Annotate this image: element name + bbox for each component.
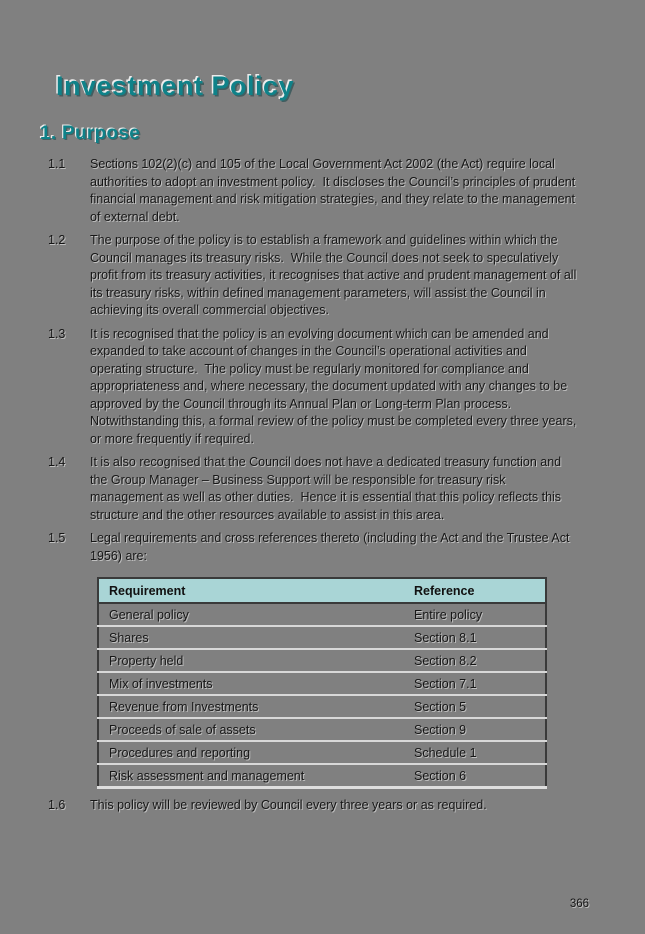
- paragraph-1-1: [40, 156, 595, 226]
- requirement-cell: Procedures and reporting: [98, 741, 404, 764]
- reference-cell: Section 8.1: [404, 626, 546, 649]
- paragraph-1-5: [40, 530, 595, 565]
- table-row: [98, 626, 546, 649]
- paragraph-text: It is also recognised that the Council does not have a dedicated treasury function and the Group Manager – Business Support will be responsible for treasury risk management as well as other duties. Hence it is essential that this policy reflects this structure and the other resources available to assist in this area.: [90, 455, 565, 522]
- paragraph-number: 1.2: [48, 233, 66, 247]
- requirement-cell: General policy: [98, 603, 404, 626]
- requirement-cell: Property held: [98, 649, 404, 672]
- reference-cell: Section 9: [404, 718, 546, 741]
- reference-cell: Section 5: [404, 695, 546, 718]
- paragraph-text: It is recognised that the policy is an evolving document which can be amended and expanded to take account of changes in the Council’s operational activities and operating structure. The policy must be regularly monitored for compliance and appropriateness and, where necessary, the document updated with any changes to be approved by the Council through its Annual Plan or Long-term Plan process. Notwithstanding this, a formal review of the policy must be completed every three years, or more frequently if required.: [90, 326, 580, 446]
- paragraph-1-2: [40, 232, 595, 320]
- reference-cell: Section 8.2: [404, 649, 546, 672]
- page-content: [0, 73, 645, 815]
- reference-cell: Schedule 1: [404, 741, 546, 764]
- paragraph-text: The purpose of the policy is to establish a framework and guidelines within which the Council manages its treasury risks. While the Council does not seek to speculatively profit from its treasury activities, it recognises that active and prudent management of all its treasury risks, within defined management parameters, will assist the Council in achieving its overall commercial objectives.: [90, 233, 580, 317]
- requirement-cell: Proceeds of sale of assets: [98, 718, 404, 741]
- table-row: [98, 672, 546, 695]
- requirement-cell: Shares: [98, 626, 404, 649]
- table-row: [98, 695, 546, 718]
- table-header-reference: Reference: [404, 578, 546, 603]
- paragraph-text: This policy will be reviewed by Council every three years or as required.: [90, 798, 487, 812]
- reference-cell: Section 7.1: [404, 672, 546, 695]
- requirement-cell: Revenue from Investments: [98, 695, 404, 718]
- page-title: Investment Policy: [56, 71, 295, 101]
- page-number: 366: [569, 898, 589, 910]
- paragraph-1-4: [40, 454, 595, 524]
- paragraph-number: 1.1: [48, 157, 66, 171]
- table-row: [98, 603, 546, 626]
- legal-references-table: [97, 577, 547, 789]
- reference-cell: Entire policy: [404, 603, 546, 626]
- paragraph-number: 1.3: [48, 326, 66, 341]
- paragraph-text: Legal requirements and cross references thereto (including the Act and the Trustee Act 1956) are:: [90, 531, 573, 563]
- paragraph-number: 1.4: [48, 455, 66, 469]
- paragraph-number: 1.5: [48, 531, 66, 545]
- table-row: [98, 718, 546, 741]
- paragraph-number: 1.6: [48, 798, 66, 812]
- reference-cell: Section 6: [404, 764, 546, 788]
- table-header-requirement: Requirement: [98, 578, 404, 603]
- requirement-cell: Mix of investments: [98, 672, 404, 695]
- table-header-row: [98, 578, 546, 603]
- paragraph-text: Sections 102(2)(c) and 105 of the Local Government Act 2002 (the Act) require local authorities to adopt an investment policy. It discloses the Council’s principles of prudent financial management and risk mitigation strategies, and they relate to the management of external debt.: [90, 157, 579, 224]
- table-row: [98, 741, 546, 764]
- section-heading: 1. Purpose: [40, 123, 141, 144]
- table-row: [98, 764, 546, 788]
- table-row: [98, 649, 546, 672]
- paragraph-1-3: [40, 326, 595, 449]
- requirement-cell: Risk assessment and management: [98, 764, 404, 788]
- paragraph-1-6: [40, 797, 595, 815]
